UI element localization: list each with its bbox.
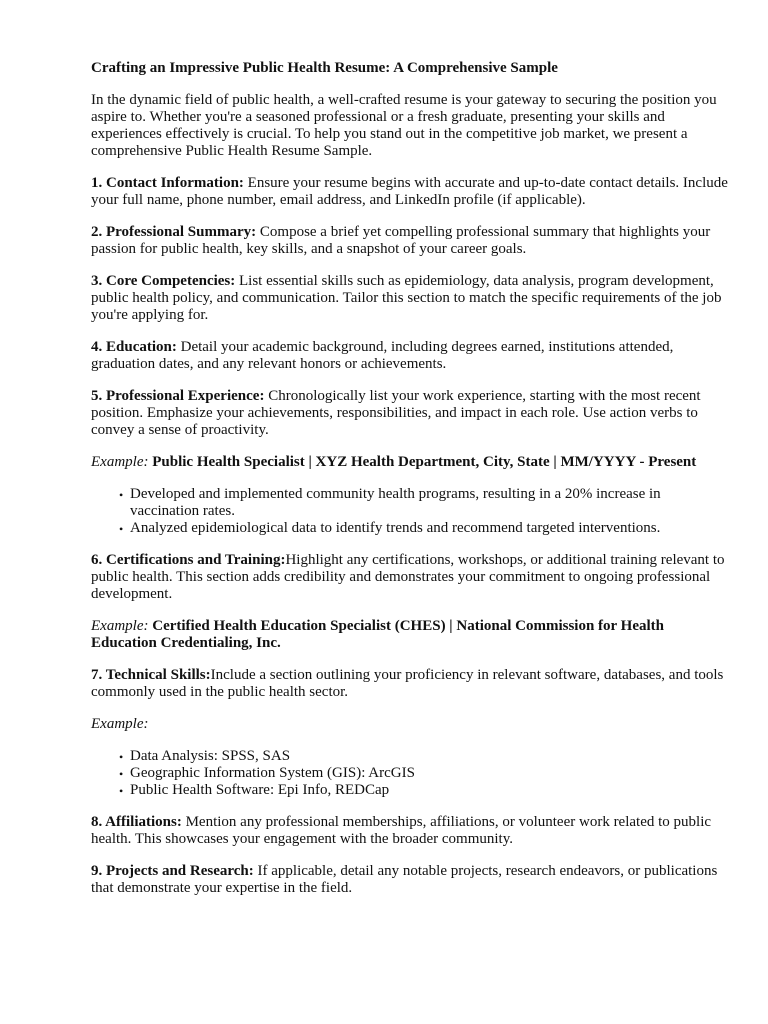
bullet-icon: •	[119, 522, 124, 536]
section-label: 2. Professional Summary:	[91, 224, 257, 240]
section-label: 5. Professional Experience:	[91, 388, 265, 404]
bullet-icon: •	[119, 767, 124, 781]
list-item-text: Analyzed epidemiological data to identify trends and recommend targeted interventions.	[130, 520, 661, 536]
list-item	[119, 782, 728, 799]
experience-example	[91, 454, 728, 471]
bullet-icon: •	[119, 784, 124, 798]
example-prefix: Example:	[91, 716, 149, 732]
list-item-text: Developed and implemented community health programs, resulting in a 20% increase in vaccination rates.	[130, 486, 661, 519]
section-education	[91, 339, 728, 373]
technical-bullet-list	[91, 748, 728, 799]
section-label: 7. Technical Skills:	[91, 667, 211, 683]
document-title: Crafting an Impressive Public Health Resume: A Comprehensive Sample	[91, 60, 558, 76]
section-technical	[91, 667, 728, 701]
section-text: Include a section outlining your proficiency in relevant software, databases, and tools commonly used in the public health sector.	[91, 667, 724, 700]
section-label: 8. Affiliations:	[91, 814, 182, 830]
section-label: 6. Certifications and Training:	[91, 552, 286, 568]
list-item-text: Public Health Software: Epi Info, REDCap	[130, 782, 390, 798]
section-contact	[91, 175, 728, 209]
section-label: 3. Core Competencies:	[91, 273, 236, 289]
example-prefix: Example:	[91, 454, 149, 470]
list-item	[119, 486, 728, 520]
section-certifications	[91, 552, 728, 603]
section-text: Highlight any certifications, workshops, or additional training relevant to public health. This section adds credibility and demonstrates your commitment to ongoing professional development.	[91, 552, 725, 602]
list-item-text: Data Analysis: SPSS, SAS	[130, 748, 291, 764]
section-label: 4. Education:	[91, 339, 177, 355]
section-summary	[91, 224, 728, 258]
section-text: If applicable, detail any notable projects, research endeavors, or publications that demonstrate your expertise in the field.	[91, 863, 718, 896]
example-prefix: Example:	[91, 618, 149, 634]
bullet-icon: •	[119, 488, 124, 502]
section-label: 1. Contact Information:	[91, 175, 244, 191]
intro-paragraph: In the dynamic field of public health, a well-crafted resume is your gateway to securing the position you aspire to. Whether you're a seasoned professional or a fresh graduate, presenting your skills and experiences effectively is crucial. To help you stand out in the competitive job market, we present a comprehensive Public Health Resume Sample.	[91, 92, 717, 159]
list-item	[119, 520, 728, 537]
section-text: Ensure your resume begins with accurate and up-to-date contact details. Include your full name, phone number, email address, and LinkedIn profile (if applicable).	[91, 175, 728, 208]
certifications-example	[91, 618, 728, 652]
section-projects	[91, 863, 728, 897]
section-affiliations	[91, 814, 728, 848]
section-competencies	[91, 273, 728, 324]
bullet-icon: •	[119, 750, 124, 764]
section-text: Chronologically list your work experience, starting with the most recent position. Emphasize your achievements, responsibilities, and impact in each role. Use action verbs to convey a sense of proactivity.	[91, 388, 701, 438]
section-text: List essential skills such as epidemiology, data analysis, program development, public health policy, and communication. Tailor this section to match the specific requirements of the job you're applying for.	[91, 273, 722, 323]
experience-bullet-list	[91, 486, 728, 537]
example-title: Certified Health Education Specialist (CHES) | National Commission for Health Education Credentialing, Inc.	[91, 618, 665, 651]
list-item-text: Geographic Information System (GIS): ArcGIS	[130, 765, 415, 781]
section-text: Detail your academic background, including degrees earned, institutions attended, graduation dates, and any relevant honors or achievements.	[91, 339, 674, 372]
section-label: 9. Projects and Research:	[91, 863, 254, 879]
technical-example	[91, 716, 728, 733]
section-experience	[91, 388, 728, 439]
section-text: Mention any professional memberships, affiliations, or volunteer work related to public health. This showcases your engagement with the broader community.	[91, 814, 712, 847]
list-item	[119, 765, 728, 782]
section-text: Compose a brief yet compelling professional summary that highlights your passion for public health, key skills, and a snapshot of your career goals.	[91, 224, 711, 257]
list-item	[119, 748, 728, 765]
example-title: Public Health Specialist | XYZ Health Department, City, State | MM/YYYY - Present	[148, 454, 697, 470]
